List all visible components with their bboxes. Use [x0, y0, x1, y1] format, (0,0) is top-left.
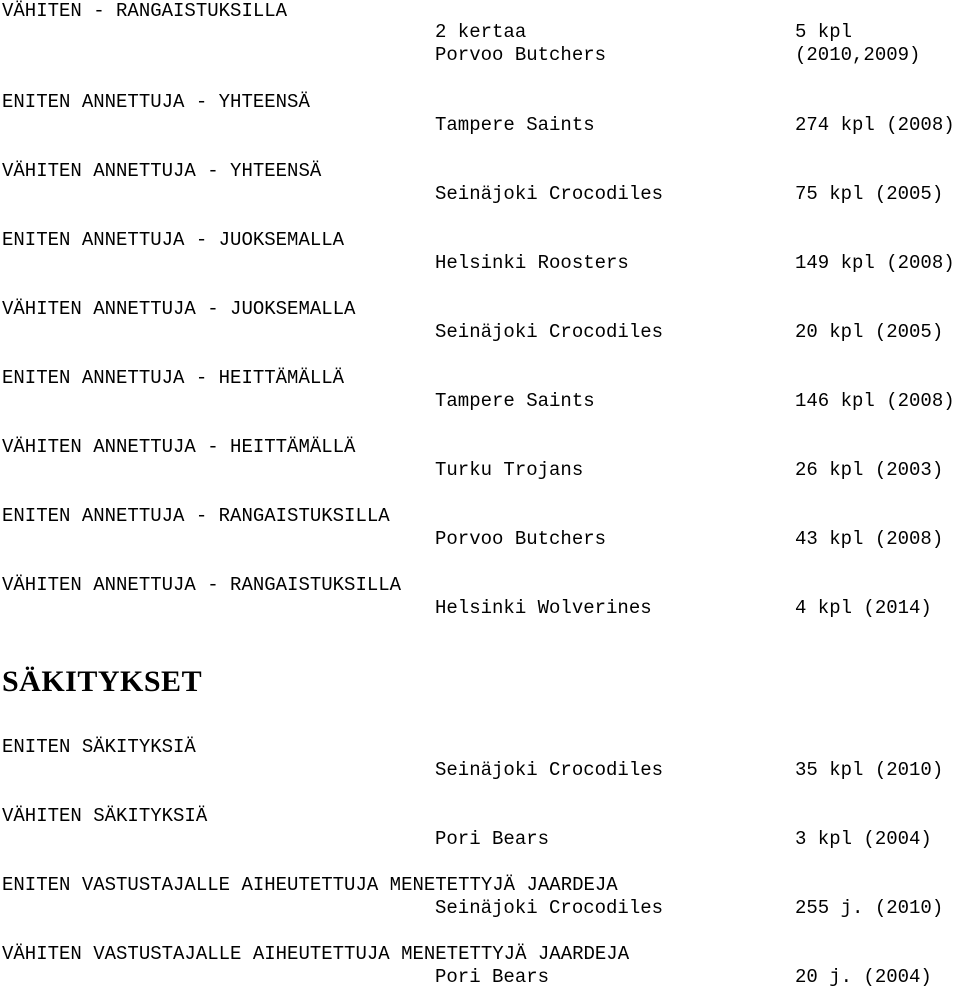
record-value: 274 kpl (2008) — [795, 114, 955, 136]
record-team: 2 kertaa — [435, 21, 527, 43]
record-label: ENITEN ANNETTUJA - JUOKSEMALLA — [2, 229, 345, 251]
record-label: ENITEN VASTUSTAJALLE AIHEUTETTUJA MENETETTYJÄ JAARDEJA — [2, 874, 618, 896]
record-value: 4 kpl (2014) — [795, 597, 932, 619]
record-team: Turku Trojans — [435, 459, 584, 481]
record-team: Seinäjoki Crocodiles — [435, 759, 664, 781]
record-value: (2010,2009) — [795, 44, 921, 66]
record-label: VÄHITEN SÄKITYKSIÄ — [2, 805, 208, 827]
record-value: 20 kpl (2005) — [795, 321, 944, 343]
record-team: Helsinki Wolverines — [435, 597, 652, 619]
record-value: 5 kpl — [795, 21, 853, 43]
record-value: 146 kpl (2008) — [795, 390, 955, 412]
record-value: 26 kpl (2003) — [795, 459, 944, 481]
record-label: VÄHITEN - RANGAISTUKSILLA — [2, 0, 288, 22]
record-label: VÄHITEN ANNETTUJA - RANGAISTUKSILLA — [2, 574, 402, 596]
record-label: ENITEN ANNETTUJA - RANGAISTUKSILLA — [2, 505, 390, 527]
record-team: Pori Bears — [435, 828, 550, 850]
record-value: 20 j. (2004) — [795, 966, 932, 988]
record-label: VÄHITEN VASTUSTAJALLE AIHEUTETTUJA MENETETTYJÄ JAARDEJA — [2, 943, 630, 965]
record-value: 149 kpl (2008) — [795, 252, 955, 274]
record-value: 35 kpl (2010) — [795, 759, 944, 781]
record-team: Seinäjoki Crocodiles — [435, 321, 664, 343]
record-label: VÄHITEN ANNETTUJA - HEITTÄMÄLLÄ — [2, 436, 356, 458]
record-team: Seinäjoki Crocodiles — [435, 897, 664, 919]
record-value: 43 kpl (2008) — [795, 528, 944, 550]
record-value: 75 kpl (2005) — [795, 183, 944, 205]
record-team: Porvoo Butchers — [435, 528, 607, 550]
record-team: Pori Bears — [435, 966, 550, 988]
record-label: ENITEN ANNETTUJA - HEITTÄMÄLLÄ — [2, 367, 345, 389]
record-team: Tampere Saints — [435, 390, 595, 412]
record-team: Tampere Saints — [435, 114, 595, 136]
section-title: SÄKITYKSET — [2, 665, 203, 698]
record-label: VÄHITEN ANNETTUJA - YHTEENSÄ — [2, 160, 322, 182]
record-value: 3 kpl (2004) — [795, 828, 932, 850]
record-team: Porvoo Butchers — [435, 44, 607, 66]
record-value: 255 j. (2010) — [795, 897, 944, 919]
record-label: ENITEN SÄKITYKSIÄ — [2, 736, 196, 758]
record-team: Helsinki Roosters — [435, 252, 629, 274]
record-team: Seinäjoki Crocodiles — [435, 183, 664, 205]
record-label: VÄHITEN ANNETTUJA - JUOKSEMALLA — [2, 298, 356, 320]
record-label: ENITEN ANNETTUJA - YHTEENSÄ — [2, 91, 310, 113]
